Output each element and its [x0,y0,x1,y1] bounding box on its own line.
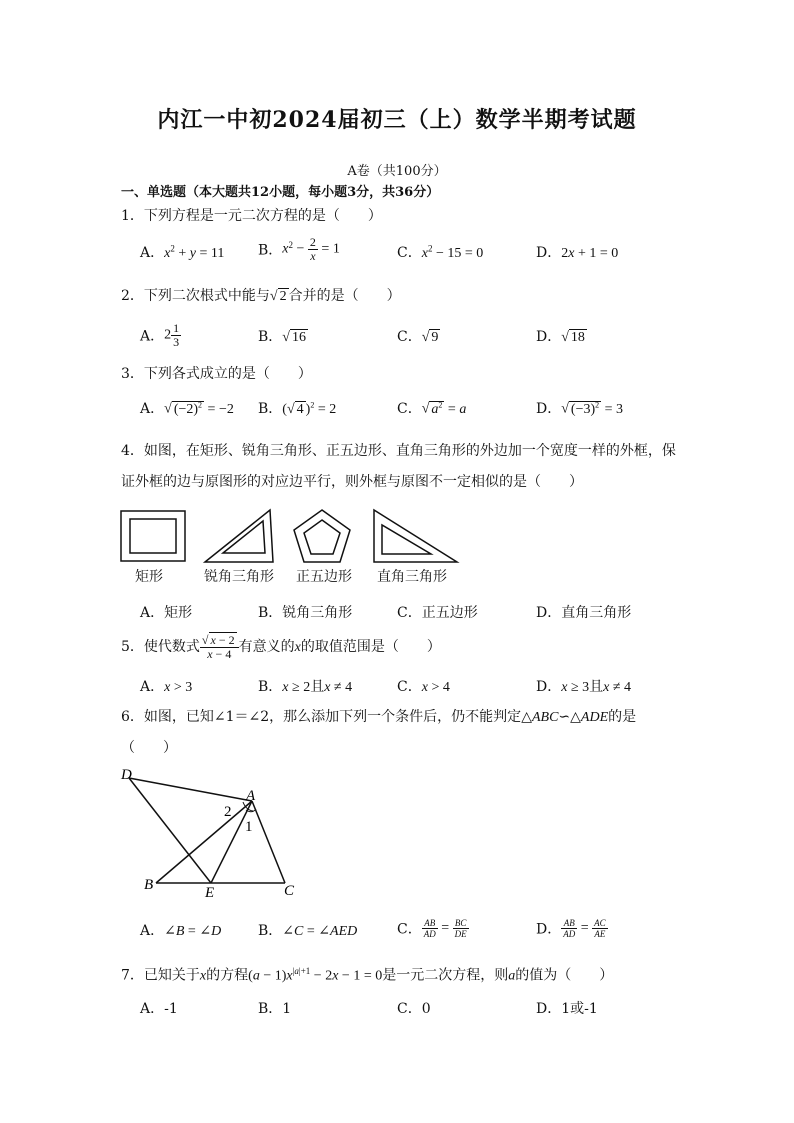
right-triangle-inner [382,525,431,554]
question-7-options [140,998,700,1022]
q4-shapes-figure [118,507,463,567]
acute-triangle-outer [205,510,273,562]
q5-option-a: A．x > 3 [140,679,193,695]
q6-option-d: D． $\frac{AB}{AD}$ = $\frac{AC}{AE}$ [536,918,606,939]
q7-option-a: A．-1 [140,1001,178,1017]
q5-option-b: B．x ≥ 2且x ≠ 4 [258,679,353,695]
q5-option-c: C．x > 4 [397,679,450,695]
question-3-stem: 3．下列各式成立的是（ ） [121,366,312,382]
q7-option-c: C．0 [397,1001,431,1017]
q3-option-b: B．(√ 4 )$^2$ = 2 [258,400,337,417]
q6-triangle-figure [115,764,315,900]
q2-option-b: B．√ 16 [258,329,306,345]
page-title: 内江一中初2024届初三（上）数学半期考试题 [157,107,637,133]
point-label-e: E [205,885,215,900]
question-6-paren: （ ） [121,740,177,756]
question-6-options [140,918,700,942]
q4-option-c: C．正五边形 [397,605,478,621]
question-3-options [140,398,700,422]
question-4-options [140,602,700,626]
acute-triangle-inner [223,521,265,553]
q3-option-a: A．√ $(-2)^2 = -2$ [140,400,234,417]
q4-option-b: B．锐角三角形 [258,605,353,621]
q7-option-d: D．1或-1 [536,1001,598,1017]
pentagon-inner [304,520,340,554]
point-label-d: D [121,767,132,783]
q5-option-d: D．x ≥ 3且x ≠ 4 [536,679,632,695]
rectangle-inner [130,519,176,553]
question-4-stem: 4．如图，在矩形、锐角三角形、正五边形、直角三角形的外边加一个宽度一样的外框，保证外框的边与原图形的对应边平行，则外框与原图不一定相似的是（ ） [121,443,676,490]
q1-option-c: C．$x^2 - 15 = 0$ [397,243,484,261]
angle-label-2: 2 [224,804,232,820]
q4-option-a: A．矩形 [140,605,193,621]
q3-option-d: D．√ $(-3)^2 = 3$ [536,400,624,417]
point-label-b: B [144,877,154,893]
q7-option-b: B．1 [258,1001,292,1017]
q3-option-c: C．√ $a^2 = a$ [397,400,467,417]
question-1-stem: 1．下列方程是一元二次方程的是（ ） [121,208,382,224]
label-regular-pentagon: 正五边形 [296,569,352,585]
angle-label-1: 1 [245,819,253,835]
q6-option-b: B．∠C = ∠AED [258,923,358,939]
label-acute-triangle: 锐角三角形 [204,569,274,585]
question-1-options [140,235,700,266]
q2-option-a: A．2 $\frac{1}{3}$ [140,321,180,349]
q6-option-c: C． $\frac{AB}{AD}$ = $\frac{BC}{DE}$ [397,918,467,939]
question-2-options [140,321,700,349]
q2-option-d: D．√ 18 [536,329,585,345]
paper-subtitle: A卷（共100分） [347,164,447,179]
point-label-a: A [246,788,256,804]
q2-option-c: C．√ 9 [397,329,439,345]
section-heading: 一、单选题（本大题共12小题，每小题3分，共36分） [121,185,440,200]
q1-option-a: A．$x^2 + y = 11$ [140,243,225,261]
question-5-stem: 5．使代数式 $\frac{√ x - 2}{x - 4}$ 有意义的x的取值范围是（ ） [121,632,441,661]
q1-option-d: D．2x + 1 = 0 [536,245,619,261]
q4-option-d: D．直角三角形 [536,605,632,621]
q1-option-b: B．$x^2$ − $\frac{2}{x}$ = 1 [258,235,340,263]
question-5-options [140,676,700,700]
label-right-triangle: 直角三角形 [377,569,447,585]
question-7-stem: 7．已知关于x的方程$(a - 1)x^{|a|+1} - 2x - 1 = 0$是一元二次方程，则a的值为（ ） [121,966,614,984]
label-rectangle: 矩形 [135,569,163,585]
question-2-stem: 2．下列二次根式中能与√ 2 合并的是（ ） [121,288,401,304]
q6-option-a: A．∠B = ∠D [140,923,222,939]
question-6-stem: 6．如图，已知∠1＝∠2，那么添加下列一个条件后，仍不能判定△ABC∽△ADE的是 [121,709,637,725]
point-label-c: C [284,883,295,899]
